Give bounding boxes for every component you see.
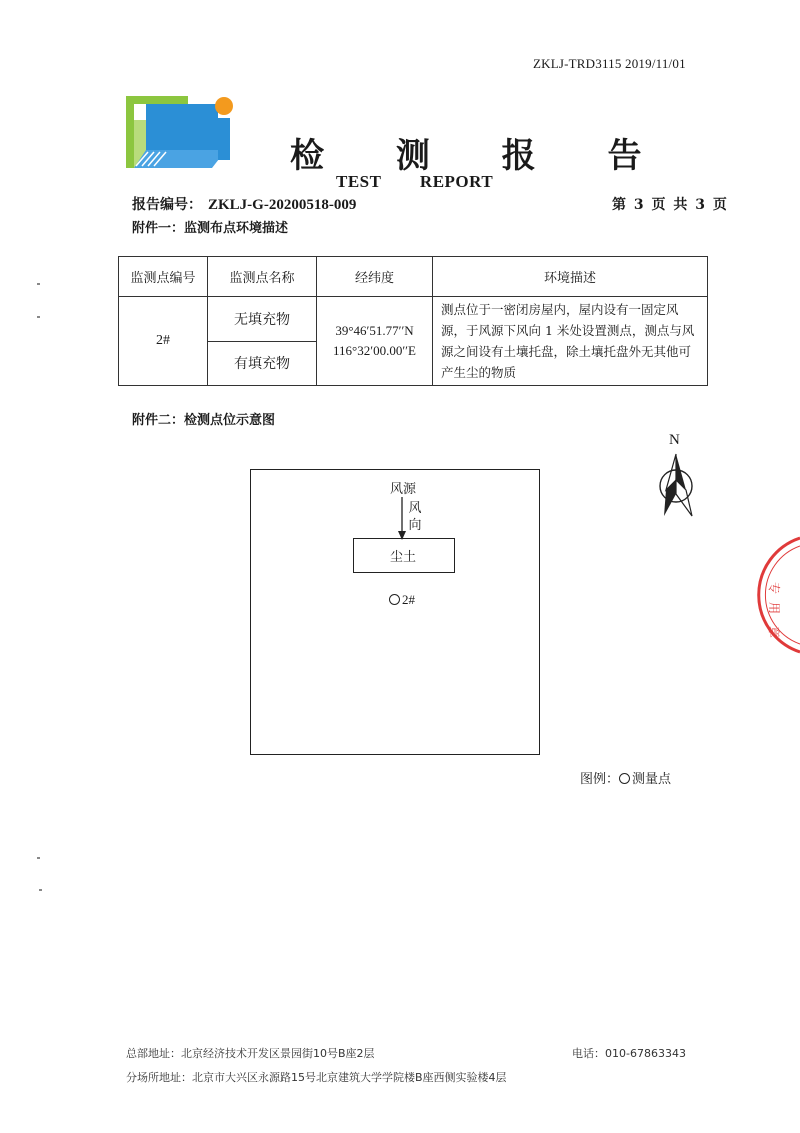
wind-direction-label: 风向 <box>408 501 422 533</box>
table-header-cell: 经纬度 <box>317 257 433 297</box>
svg-text:用: 用 <box>767 602 781 615</box>
report-number <box>132 194 356 214</box>
table-row <box>119 297 708 342</box>
svg-text:章: 章 <box>767 626 781 639</box>
table-header-cell: 监测点编号 <box>119 257 208 297</box>
point-name-cell: 有填充物 <box>208 341 317 386</box>
latitude: 39°46′51.77′′N <box>335 323 414 338</box>
layout-diagram-frame <box>250 469 540 755</box>
scan-speck <box>37 283 40 285</box>
report-title-cn: 检 测 报 告 <box>290 136 672 176</box>
page-info: 第 3 页 共 3 页 <box>612 197 727 213</box>
measurement-point <box>389 592 415 608</box>
legend-item: 测量点 <box>632 772 672 787</box>
north-label: N <box>669 432 680 448</box>
point-id-cell: 2# <box>119 297 208 386</box>
longitude: 116°32′00.00′′E <box>333 343 416 358</box>
annex2-title: 附件二：检测点位示意图 <box>132 413 276 428</box>
footer-branch-address: 分场所地址：北京市大兴区永源路15号北京建筑大学学院楼B座西侧实验楼4层 <box>126 1071 507 1084</box>
legend-label: 图例： <box>580 772 620 787</box>
annex1-title: 附件一：监测布点环境描述 <box>132 221 289 236</box>
footer-phone: 电话：010-67863343 <box>572 1047 686 1060</box>
measurement-point-label: 2# <box>402 592 415 607</box>
report-number-label: 报告编号： <box>132 197 202 213</box>
compass-icon <box>648 450 704 520</box>
down-arrow-icon <box>396 497 408 541</box>
report-title-en: TEST REPORT <box>336 172 494 191</box>
table-header-cell: 监测点名称 <box>208 257 317 297</box>
circle-icon <box>389 594 400 605</box>
document-code: ZKLJ-TRD3115 2019/11/01 <box>533 56 686 71</box>
environment-description-cell: 测点位于一密闭房屋内，屋内设有一固定风源，于风源下风向 1 米处设置测点，测点与风源之间设有土壤托盘，除土壤托盘外无其他可产生尘的物质 <box>433 297 708 386</box>
coordinates-cell <box>317 297 433 386</box>
point-name-cell: 无填充物 <box>208 297 317 342</box>
svg-text:专: 专 <box>767 582 781 595</box>
company-logo <box>126 96 241 171</box>
monitoring-point-table <box>118 256 708 386</box>
scan-speck <box>37 316 40 318</box>
map-legend <box>580 768 671 787</box>
wind-source-label: 风源 <box>390 482 417 497</box>
circle-icon <box>619 773 630 784</box>
report-number-value: ZKLJ-G-20200518-009 <box>208 197 357 213</box>
scan-speck <box>39 889 42 891</box>
scan-speck <box>37 857 40 859</box>
north-compass <box>648 432 704 520</box>
dust-label: 尘土 <box>390 550 417 565</box>
seal-stamp <box>748 530 800 660</box>
footer-hq-address: 总部地址：北京经济技术开发区景园街10号B座2层 <box>126 1047 375 1060</box>
table-header-cell: 环境描述 <box>433 257 708 297</box>
table-header-row <box>119 257 708 297</box>
